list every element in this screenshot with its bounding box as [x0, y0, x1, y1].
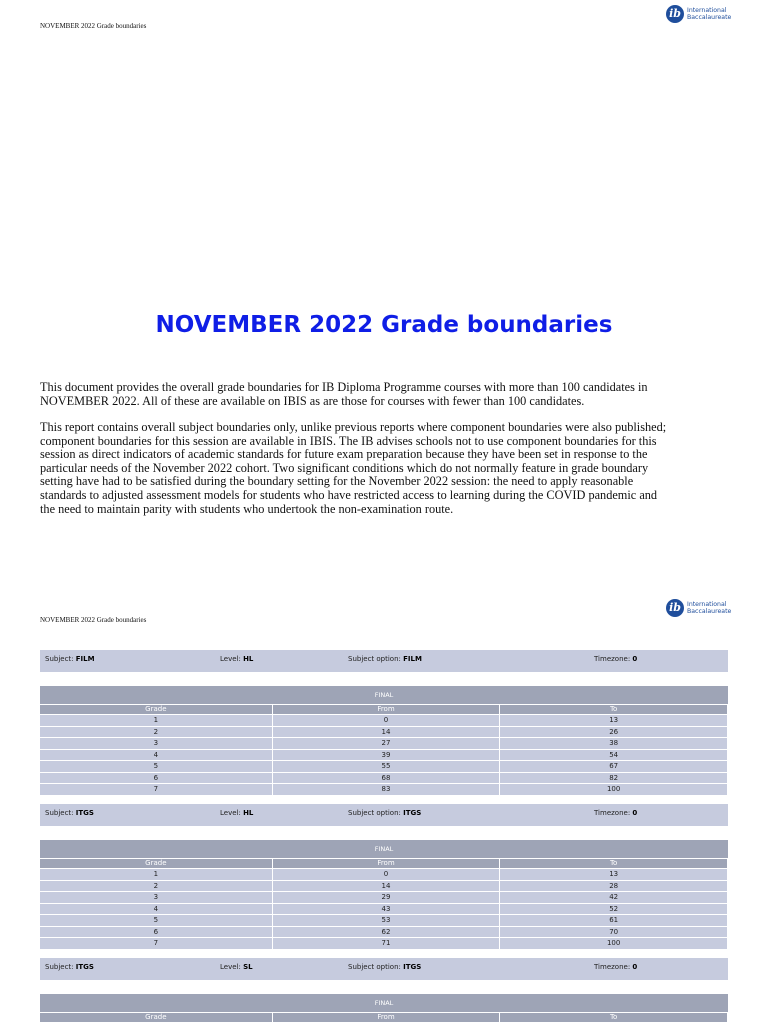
level-field-label: Level: [220, 655, 244, 663]
table-row [40, 737, 728, 749]
page-header-title: NOVEMBER 2022 Grade boundaries [40, 616, 147, 624]
ib-logo-text: International Baccalaureate [687, 601, 732, 615]
table-row [40, 903, 728, 915]
level-field-value: SL [243, 963, 253, 971]
subject-option-field [348, 655, 422, 663]
from-cell: 53 [273, 915, 501, 926]
grade-cell: 5 [40, 915, 273, 926]
level-field-value: HL [243, 655, 254, 663]
table-row [40, 772, 728, 784]
grade-cell: 5 [40, 761, 273, 772]
ib-logo-icon: ib [666, 599, 684, 617]
grade-cell: 3 [40, 738, 273, 749]
final-header: FINAL [40, 994, 728, 1012]
level-field-value: HL [243, 809, 254, 817]
column-headers [40, 859, 728, 868]
table-row [40, 760, 728, 772]
level-field [220, 963, 253, 971]
subject-field [45, 809, 94, 817]
column-header-to: To [500, 859, 728, 868]
to-cell: 82 [500, 773, 728, 784]
to-cell: 100 [500, 784, 728, 795]
subject-option-field-label: Subject option: [348, 963, 404, 971]
from-cell: 39 [273, 750, 501, 761]
ib-logo [666, 599, 731, 617]
column-header-grade: Grade [40, 1013, 273, 1022]
column-header-from: From [273, 705, 501, 714]
subject-field-value: FILM [75, 655, 95, 663]
to-cell: 26 [500, 727, 728, 738]
subject-field-value: ITGS [75, 809, 94, 817]
table-row [40, 880, 728, 892]
timezone-field-label: Timezone: [594, 809, 633, 817]
from-cell: 14 [273, 881, 501, 892]
to-cell: 67 [500, 761, 728, 772]
subject-field-label: Subject: [45, 655, 76, 663]
from-cell: 71 [273, 938, 501, 949]
grade-cell: 1 [40, 715, 273, 726]
subject-option-field-value: ITGS [403, 809, 422, 817]
column-header-from: From [273, 859, 501, 868]
from-cell: 62 [273, 927, 501, 938]
from-cell: 0 [273, 715, 501, 726]
ib-logo-icon: ib [666, 5, 684, 23]
page-header-title: NOVEMBER 2022 Grade boundaries [40, 22, 147, 30]
from-cell: 29 [273, 892, 501, 903]
to-cell: 13 [500, 715, 728, 726]
from-cell: 55 [273, 761, 501, 772]
grade-cell: 7 [40, 784, 273, 795]
level-field-label: Level: [220, 809, 244, 817]
subject-info-bar [40, 958, 728, 980]
grade-cell: 2 [40, 881, 273, 892]
to-cell: 61 [500, 915, 728, 926]
timezone-field-value: 0 [632, 809, 638, 817]
subject-field-label: Subject: [45, 963, 76, 971]
table-row [40, 937, 728, 949]
grade-cell: 3 [40, 892, 273, 903]
to-cell: 54 [500, 750, 728, 761]
column-header-grade: Grade [40, 705, 273, 714]
from-cell: 68 [273, 773, 501, 784]
column-header-to: To [500, 705, 728, 714]
subject-option-field [348, 809, 421, 817]
table-row [40, 891, 728, 903]
final-header: FINAL [40, 840, 728, 858]
table-row [40, 714, 728, 726]
timezone-field [594, 809, 637, 817]
intro-paragraph: This document provides the overall grade boundaries for IB Diploma Programme courses with more than 100 candidates in NOVEMBER 2022. All of these are available on IBIS as are those for courses with fewer than 100 candidates. [40, 380, 648, 408]
to-cell: 70 [500, 927, 728, 938]
grade-cell: 4 [40, 904, 273, 915]
grade-boundary-table [40, 994, 728, 1022]
to-cell: 52 [500, 904, 728, 915]
table-row [40, 868, 728, 880]
level-field-label: Level: [220, 963, 244, 971]
grade-cell: 4 [40, 750, 273, 761]
grade-cell: 6 [40, 773, 273, 784]
from-cell: 43 [273, 904, 501, 915]
grade-boundary-table [40, 686, 728, 795]
subject-option-field-value: ITGS [403, 963, 422, 971]
final-header: FINAL [40, 686, 728, 704]
subject-field-value: ITGS [75, 963, 94, 971]
to-cell: 13 [500, 869, 728, 880]
timezone-field-value: 0 [632, 655, 638, 663]
column-header-from: From [273, 1013, 501, 1022]
from-cell: 83 [273, 784, 501, 795]
table-row [40, 926, 728, 938]
grade-cell: 6 [40, 927, 273, 938]
subject-field [45, 963, 94, 971]
column-header-grade: Grade [40, 859, 273, 868]
to-cell: 28 [500, 881, 728, 892]
from-cell: 27 [273, 738, 501, 749]
subject-option-field-label: Subject option: [348, 809, 404, 817]
level-field [220, 809, 253, 817]
column-headers [40, 705, 728, 714]
ib-logo-text: International Baccalaureate [687, 7, 732, 21]
page-title: NOVEMBER 2022 Grade boundaries [155, 312, 613, 338]
grade-cell: 1 [40, 869, 273, 880]
table-row [40, 783, 728, 795]
table-row [40, 914, 728, 926]
to-cell: 100 [500, 938, 728, 949]
report-paragraph: This report contains overall subject boundaries only, unlike previous reports where component boundaries were also published; component boundaries for this session are available in IBIS. The IB advises schools not to use component boundaries for this session as direct indicators of academic standards for future exam preparation because they have been set in response to the particular needs of the November 2022 cohort. Two significant conditions which do not normally feature in grade boundary setting have had to be satisfied during the boundary setting for the November 2022 session: the need to apply reasonable standards to adjusted assessment models for students who have restricted access to learning during the COVID pandemic and the need to maintain parity with students who undertook the non-examination route. [40, 420, 667, 516]
table-row [40, 749, 728, 761]
subject-option-field-value: FILM [403, 655, 422, 663]
table-row [40, 726, 728, 738]
timezone-field [594, 655, 637, 663]
subject-info-bar [40, 804, 728, 826]
column-header-to: To [500, 1013, 728, 1022]
timezone-field-label: Timezone: [594, 963, 633, 971]
to-cell: 38 [500, 738, 728, 749]
grade-cell: 2 [40, 727, 273, 738]
from-cell: 0 [273, 869, 501, 880]
subject-field-label: Subject: [45, 809, 76, 817]
subject-option-field [348, 963, 421, 971]
subject-info-bar [40, 650, 728, 672]
timezone-field-label: Timezone: [594, 655, 633, 663]
timezone-field [594, 963, 637, 971]
grade-cell: 7 [40, 938, 273, 949]
grade-boundary-table [40, 840, 728, 949]
level-field [220, 655, 253, 663]
timezone-field-value: 0 [632, 963, 638, 971]
subject-option-field-label: Subject option: [348, 655, 404, 663]
ib-logo [666, 5, 731, 23]
subject-field [45, 655, 95, 663]
from-cell: 14 [273, 727, 501, 738]
to-cell: 42 [500, 892, 728, 903]
column-headers [40, 1013, 728, 1022]
